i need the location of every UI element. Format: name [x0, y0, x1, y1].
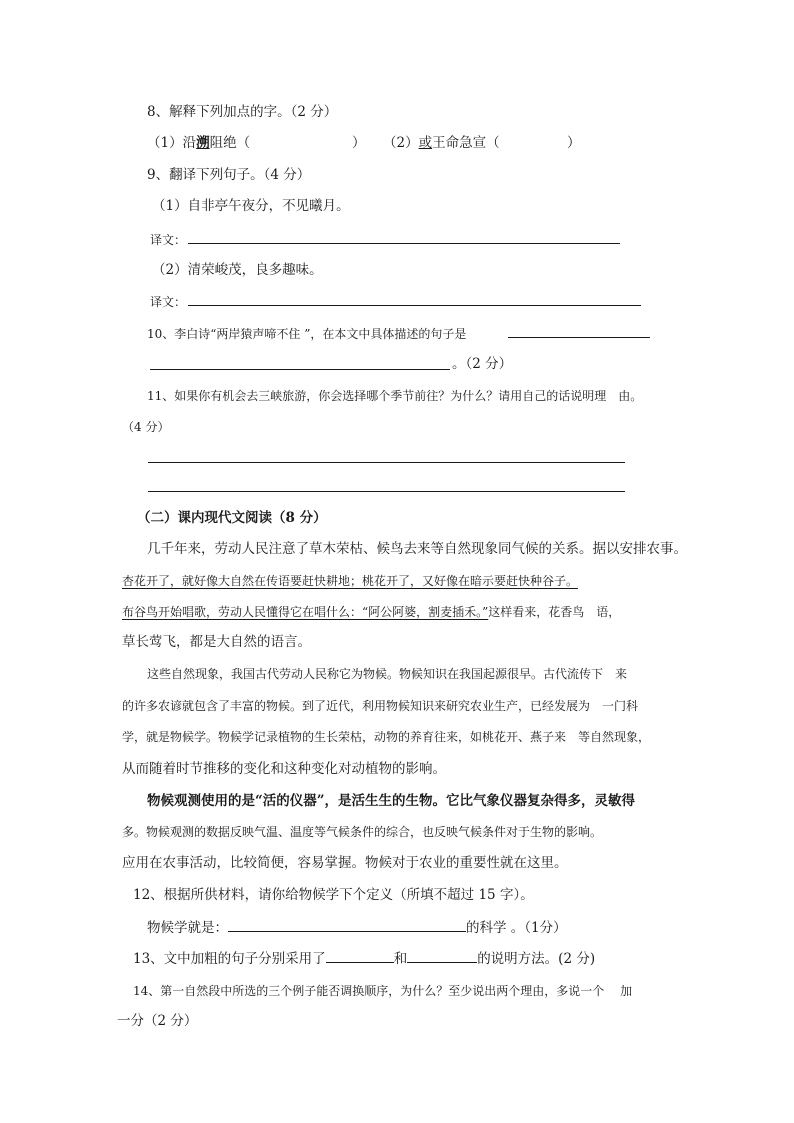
- section2-p2-line3: 学，就是物候学。物候学记录植物的生长荣枯，动物的养育往来，如桃花开、燕子来 等自然现象，: [122, 730, 651, 744]
- q8-item1-label: （1）沿: [147, 135, 197, 151]
- q8-item2-close: ）: [567, 135, 581, 151]
- section2-p1-line3-rest: 这样看来，花香鸟 语，: [488, 605, 621, 619]
- q13-blank-1[interactable]: [326, 949, 394, 963]
- q10-tail: 。（2 分）: [452, 356, 513, 372]
- q11-answer-line-2[interactable]: [148, 491, 625, 492]
- section2-p3-line1-bold: 物候观测使用的是“活的仪器”，是活生生的生物。它比气象仪器复杂得多，灵敏得: [147, 793, 636, 809]
- q8-item2-label: （2）: [383, 135, 419, 151]
- q9-translation-label-1: 译文：: [150, 233, 187, 247]
- q9-answer-line-2[interactable]: [188, 305, 641, 306]
- q12-suffix: 的科学 。（1分）: [466, 920, 567, 936]
- q9-answer-line-1[interactable]: [188, 243, 620, 244]
- q11-score: （4 分）: [122, 420, 170, 434]
- section2-p3-line3: 应用在农事活动，比较简便，容易掌握。物候对于农业的重要性就在这里。: [122, 855, 568, 871]
- q8-stem: 8、解释下列加点的字。（2 分）: [147, 104, 338, 120]
- q11-answer-line-1[interactable]: [148, 462, 625, 463]
- section2-p1-line4: 草长莺飞，都是大自然的语言。: [122, 634, 311, 650]
- section2-p2-line4: 从而随着时节推移的变化和这种变化对动植物的影响。: [122, 761, 446, 777]
- q8-item1-rest: 阻绝（: [209, 135, 251, 151]
- q8-item2-dotted-char: 或: [418, 135, 433, 151]
- q8-item1: [147, 134, 250, 152]
- section2-p2-line2: 的许多农谚就包含了丰富的物候。到了近代，利用物候知识来研究农业生产，已经发展为 一门科: [122, 699, 639, 713]
- q12-answer-blank[interactable]: [228, 918, 466, 932]
- q12-answer: [147, 918, 567, 937]
- q11-stem: 11、如果你有机会去三峡旅游，你会选择哪个季节前往？为什么？请用自己的话说明理 由。: [147, 389, 643, 403]
- q8-item1-close: ）: [352, 135, 366, 151]
- q10-answer-line-1[interactable]: [508, 337, 650, 338]
- q8-item1-dotted-char: 溯: [196, 135, 210, 151]
- q12-stem: 12、根据所供材料，请你给物候学下个定义（所填不超过 15 字）。: [133, 887, 534, 903]
- q8-item2-rest: 王命急宣（: [432, 135, 500, 151]
- q14-line2: 一分（2 分）: [117, 1013, 198, 1029]
- q10-stem: 10、李白诗“两岸猿声啼不住 ”，在本文中具体描述的句子是: [147, 327, 467, 341]
- q8-item2: [383, 134, 500, 152]
- q13-prefix: 13、文中加粗的句子分别采用了: [133, 951, 326, 967]
- q13-mid: 和: [393, 951, 408, 967]
- section2-p1-line3-underlined: 布谷鸟开始唱歌，劳动人民懂得它在唱什么：“阿公阿婆，割麦插禾。”: [122, 605, 489, 619]
- q13-stem: [133, 949, 595, 968]
- section2-p2-line1: 这些自然现象，我国古代劳动人民称它为物候。物候知识在我国起源很早。古代流传下 来: [147, 667, 628, 681]
- q9-sentence-2: （2）清荣峻茂，良多趣味。: [152, 262, 323, 278]
- q13-blank-2[interactable]: [407, 949, 477, 963]
- section2-heading: （二）课内现代文阅读（8 分）: [137, 510, 327, 526]
- q9-translation-label-2: 译文：: [150, 295, 187, 309]
- q9-sentence-1: （1）自非亭午夜分，不见曦月。: [152, 198, 350, 214]
- q12-prefix: 物候学就是：: [147, 920, 228, 936]
- q14-line1: 14、第一自然段中所选的三个例子能否调换顺序，为什么？至少说出两个理由，多说一个 加: [133, 984, 633, 998]
- q9-stem: 9、翻译下列句子。（4 分）: [147, 167, 311, 183]
- section2-p1-line3: [122, 603, 620, 621]
- q13-suffix: 的说明方法。(2 分): [477, 951, 596, 967]
- q10-answer-line-2[interactable]: [150, 369, 450, 370]
- section2-p1-line2: 杏花开了，就好像大自然在传语要赶快耕地；桃花开了，又好像在暗示要赶快种谷子。: [122, 574, 579, 588]
- section2-p1-line1: 几千年来，劳动人民注意了草木荣枯、候鸟去来等自然现象同气候的关系。据以安排农事。: [147, 541, 687, 557]
- section2-p3-line2: 多。物候观测的数据反映气温、温度等气候条件的综合，也反映气候条件对于生物的影响。: [122, 825, 603, 839]
